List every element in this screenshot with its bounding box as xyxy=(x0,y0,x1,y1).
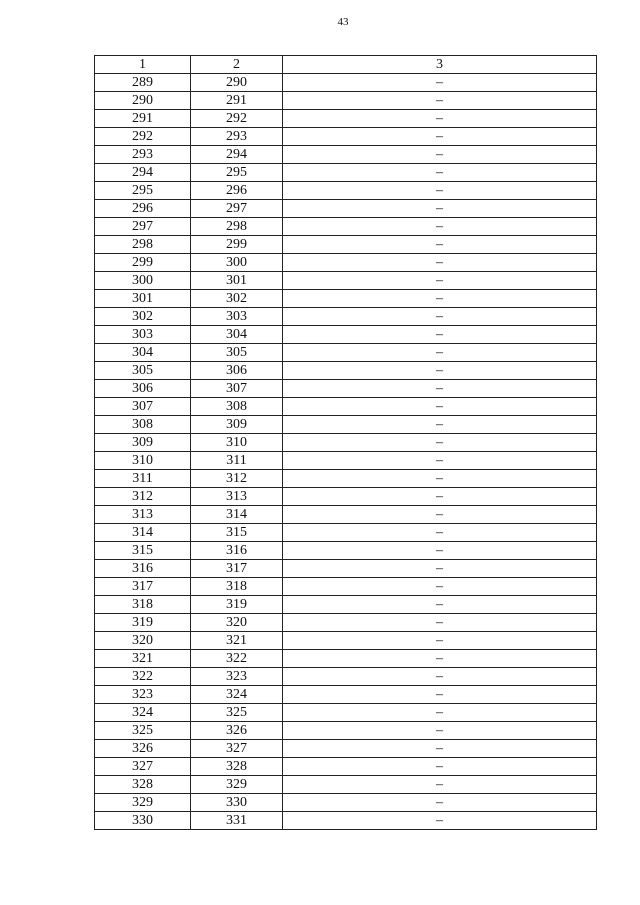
table-cell-col-1: 323 xyxy=(95,686,191,704)
table-row xyxy=(95,236,597,254)
table-row xyxy=(95,722,597,740)
table-cell-col-3: – xyxy=(283,110,597,128)
table-row xyxy=(95,344,597,362)
table-cell-col-2: 300 xyxy=(191,254,283,272)
table-cell-col-2: 319 xyxy=(191,596,283,614)
table-cell-col-2: 305 xyxy=(191,344,283,362)
table-row xyxy=(95,524,597,542)
table-cell-col-3: – xyxy=(283,758,597,776)
table-cell-col-3: – xyxy=(283,452,597,470)
table-cell-col-3: – xyxy=(283,686,597,704)
table-row xyxy=(95,308,597,326)
table-cell-col-1: 329 xyxy=(95,794,191,812)
table-cell-col-3: – xyxy=(283,398,597,416)
table-row xyxy=(95,92,597,110)
table-cell-col-2: 294 xyxy=(191,146,283,164)
table-row xyxy=(95,650,597,668)
table-cell-col-1: 311 xyxy=(95,470,191,488)
table-row xyxy=(95,434,597,452)
table-cell-col-1: 324 xyxy=(95,704,191,722)
table-row xyxy=(95,740,597,758)
table-header xyxy=(95,56,597,74)
table-cell-col-2: 303 xyxy=(191,308,283,326)
table-cell-col-3: – xyxy=(283,470,597,488)
table-cell-col-3: – xyxy=(283,92,597,110)
table-cell-col-1: 300 xyxy=(95,272,191,290)
table-cell-col-3: – xyxy=(283,632,597,650)
header-row xyxy=(95,56,597,74)
table-cell-col-1: 315 xyxy=(95,542,191,560)
table-cell-col-2: 311 xyxy=(191,452,283,470)
table-cell-col-1: 292 xyxy=(95,128,191,146)
table-cell-col-2: 321 xyxy=(191,632,283,650)
table-cell-col-3: – xyxy=(283,560,597,578)
table-cell-col-1: 310 xyxy=(95,452,191,470)
table-cell-col-2: 308 xyxy=(191,398,283,416)
table-cell-col-3: – xyxy=(283,740,597,758)
table-cell-col-2: 307 xyxy=(191,380,283,398)
table-cell-col-3: – xyxy=(283,704,597,722)
table-row xyxy=(95,812,597,830)
table-row xyxy=(95,704,597,722)
page-number: 43 xyxy=(337,16,349,28)
table-cell-col-2: 310 xyxy=(191,434,283,452)
table-cell-col-2: 299 xyxy=(191,236,283,254)
table-cell-col-3: – xyxy=(283,596,597,614)
table-cell-col-1: 293 xyxy=(95,146,191,164)
table-cell-col-3: – xyxy=(283,164,597,182)
table-cell-col-1: 305 xyxy=(95,362,191,380)
table-cell-col-1: 302 xyxy=(95,308,191,326)
table-cell-col-1: 317 xyxy=(95,578,191,596)
column-header-1: 1 xyxy=(95,56,191,74)
table-cell-col-3: – xyxy=(283,794,597,812)
table-row xyxy=(95,578,597,596)
table-cell-col-1: 330 xyxy=(95,812,191,830)
table-cell-col-3: – xyxy=(283,128,597,146)
table-cell-col-2: 312 xyxy=(191,470,283,488)
table-cell-col-1: 297 xyxy=(95,218,191,236)
table-cell-col-3: – xyxy=(283,182,597,200)
table-cell-col-3: – xyxy=(283,380,597,398)
table-cell-col-2: 317 xyxy=(191,560,283,578)
table-cell-col-1: 328 xyxy=(95,776,191,794)
table-row xyxy=(95,614,597,632)
table-cell-col-2: 293 xyxy=(191,128,283,146)
table-cell-col-1: 304 xyxy=(95,344,191,362)
column-header-2: 2 xyxy=(191,56,283,74)
table-cell-col-2: 314 xyxy=(191,506,283,524)
table-cell-col-3: – xyxy=(283,650,597,668)
table-cell-col-3: – xyxy=(283,218,597,236)
table-cell-col-2: 306 xyxy=(191,362,283,380)
table-cell-col-1: 316 xyxy=(95,560,191,578)
table-cell-col-1: 325 xyxy=(95,722,191,740)
table-row xyxy=(95,218,597,236)
table-row xyxy=(95,164,597,182)
table-cell-col-1: 320 xyxy=(95,632,191,650)
table-cell-col-2: 324 xyxy=(191,686,283,704)
table-body xyxy=(95,74,597,830)
table-cell-col-2: 295 xyxy=(191,164,283,182)
table-cell-col-1: 301 xyxy=(95,290,191,308)
table-cell-col-2: 296 xyxy=(191,182,283,200)
table-row xyxy=(95,542,597,560)
table-row xyxy=(95,146,597,164)
table-cell-col-1: 298 xyxy=(95,236,191,254)
data-table xyxy=(94,55,597,830)
table-row xyxy=(95,452,597,470)
table-cell-col-2: 318 xyxy=(191,578,283,596)
table-cell-col-3: – xyxy=(283,236,597,254)
table-row xyxy=(95,326,597,344)
table-cell-col-3: – xyxy=(283,542,597,560)
table-row xyxy=(95,668,597,686)
table-cell-col-1: 327 xyxy=(95,758,191,776)
table-cell-col-1: 289 xyxy=(95,74,191,92)
table-cell-col-1: 312 xyxy=(95,488,191,506)
table-cell-col-3: – xyxy=(283,74,597,92)
table-row xyxy=(95,596,597,614)
table-cell-col-1: 318 xyxy=(95,596,191,614)
table-cell-col-3: – xyxy=(283,776,597,794)
table-cell-col-2: 327 xyxy=(191,740,283,758)
table-cell-col-3: – xyxy=(283,722,597,740)
table-row xyxy=(95,272,597,290)
table-cell-col-1: 294 xyxy=(95,164,191,182)
table-cell-col-3: – xyxy=(283,290,597,308)
table-cell-col-3: – xyxy=(283,254,597,272)
table-row xyxy=(95,380,597,398)
table-cell-col-2: 330 xyxy=(191,794,283,812)
table-row xyxy=(95,758,597,776)
table-row xyxy=(95,182,597,200)
table-row xyxy=(95,110,597,128)
table-row xyxy=(95,74,597,92)
table-cell-col-3: – xyxy=(283,146,597,164)
table-cell-col-2: 309 xyxy=(191,416,283,434)
table-cell-col-3: – xyxy=(283,506,597,524)
table-cell-col-2: 298 xyxy=(191,218,283,236)
table-cell-col-1: 313 xyxy=(95,506,191,524)
table-cell-col-1: 307 xyxy=(95,398,191,416)
table-cell-col-1: 321 xyxy=(95,650,191,668)
table-cell-col-3: – xyxy=(283,362,597,380)
table-cell-col-2: 301 xyxy=(191,272,283,290)
table-cell-col-1: 319 xyxy=(95,614,191,632)
table-cell-col-2: 291 xyxy=(191,92,283,110)
table-row xyxy=(95,290,597,308)
table-cell-col-2: 302 xyxy=(191,290,283,308)
table-cell-col-1: 295 xyxy=(95,182,191,200)
table-cell-col-3: – xyxy=(283,812,597,830)
table-cell-col-2: 297 xyxy=(191,200,283,218)
table-cell-col-1: 309 xyxy=(95,434,191,452)
table-row xyxy=(95,128,597,146)
table-cell-col-3: – xyxy=(283,272,597,290)
table-cell-col-3: – xyxy=(283,668,597,686)
table-row xyxy=(95,470,597,488)
table-row xyxy=(95,632,597,650)
table-cell-col-3: – xyxy=(283,434,597,452)
table-cell-col-3: – xyxy=(283,524,597,542)
table-row xyxy=(95,776,597,794)
table-cell-col-3: – xyxy=(283,578,597,596)
table-cell-col-1: 296 xyxy=(95,200,191,218)
table-cell-col-3: – xyxy=(283,200,597,218)
table-cell-col-2: 304 xyxy=(191,326,283,344)
table-row xyxy=(95,254,597,272)
table-cell-col-2: 292 xyxy=(191,110,283,128)
table-cell-col-2: 316 xyxy=(191,542,283,560)
table-row xyxy=(95,506,597,524)
table-row xyxy=(95,362,597,380)
table-cell-col-2: 323 xyxy=(191,668,283,686)
table-cell-col-2: 326 xyxy=(191,722,283,740)
table-cell-col-3: – xyxy=(283,614,597,632)
table-cell-col-2: 325 xyxy=(191,704,283,722)
table-cell-col-1: 322 xyxy=(95,668,191,686)
table-cell-col-2: 328 xyxy=(191,758,283,776)
table-row xyxy=(95,416,597,434)
table-cell-col-1: 290 xyxy=(95,92,191,110)
table-row xyxy=(95,560,597,578)
table-cell-col-1: 291 xyxy=(95,110,191,128)
table-row xyxy=(95,794,597,812)
table-cell-col-3: – xyxy=(283,488,597,506)
table-cell-col-1: 326 xyxy=(95,740,191,758)
table-cell-col-3: – xyxy=(283,416,597,434)
table-cell-col-1: 308 xyxy=(95,416,191,434)
table-cell-col-1: 314 xyxy=(95,524,191,542)
table-row xyxy=(95,488,597,506)
table-cell-col-2: 331 xyxy=(191,812,283,830)
table-row xyxy=(95,686,597,704)
table-cell-col-2: 290 xyxy=(191,74,283,92)
table-cell-col-2: 322 xyxy=(191,650,283,668)
table-cell-col-3: – xyxy=(283,326,597,344)
table-row xyxy=(95,398,597,416)
column-header-3: 3 xyxy=(283,56,597,74)
table-cell-col-3: – xyxy=(283,344,597,362)
table-row xyxy=(95,200,597,218)
table-cell-col-1: 306 xyxy=(95,380,191,398)
table-cell-col-2: 313 xyxy=(191,488,283,506)
table-cell-col-2: 320 xyxy=(191,614,283,632)
table-cell-col-1: 303 xyxy=(95,326,191,344)
table-cell-col-2: 329 xyxy=(191,776,283,794)
table-cell-col-1: 299 xyxy=(95,254,191,272)
table-cell-col-3: – xyxy=(283,308,597,326)
table-cell-col-2: 315 xyxy=(191,524,283,542)
